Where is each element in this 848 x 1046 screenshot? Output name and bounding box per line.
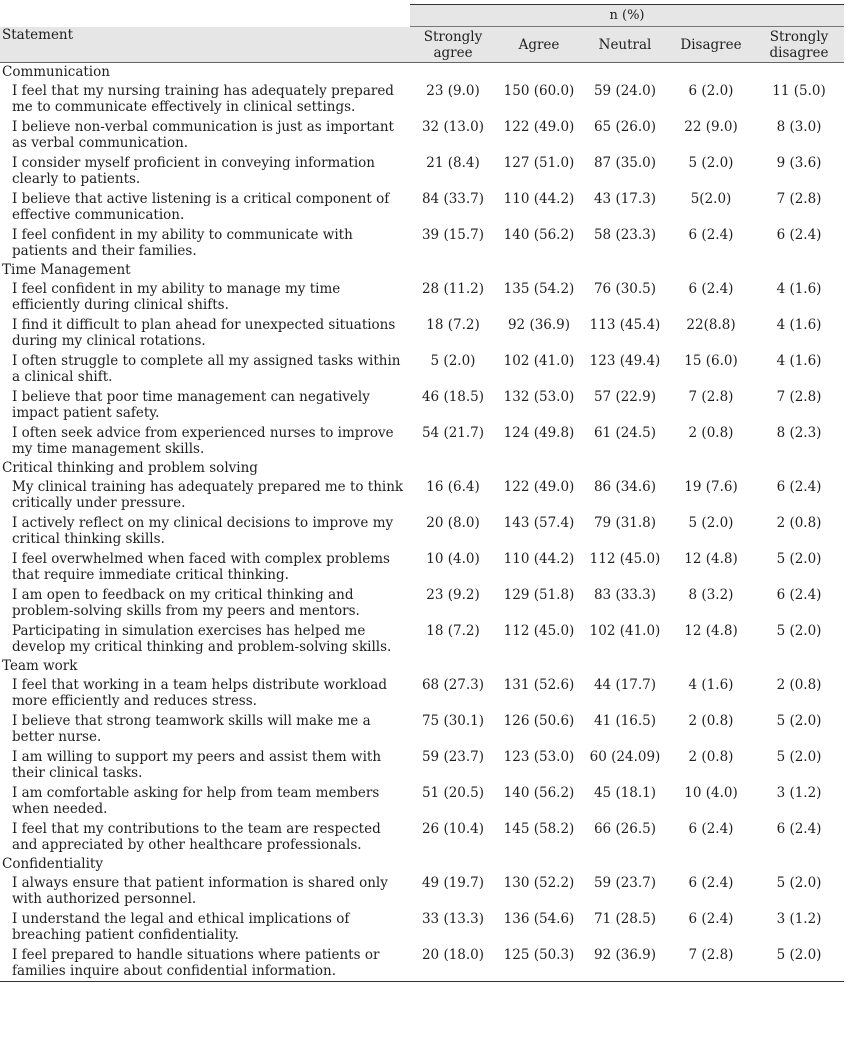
value-cell-neutral: 86 (34.6) bbox=[593, 479, 657, 495]
value-cell-strongly-agree: 21 (8.4) bbox=[426, 155, 480, 171]
statement-cell: I feel overwhelmed when faced with complex problems that require immediate critical thinking. bbox=[12, 551, 390, 583]
table-body bbox=[0, 63, 844, 982]
value-cell-agree: 112 (45.0) bbox=[503, 623, 575, 639]
value-cell-strongly-agree: 20 (18.0) bbox=[410, 945, 496, 982]
table-row bbox=[0, 279, 844, 315]
table-row bbox=[0, 477, 844, 513]
table-row bbox=[0, 549, 844, 585]
value-cell-neutral: 60 (24.09) bbox=[589, 749, 661, 765]
value-cell-strongly-disagree: 4 (1.6) bbox=[776, 317, 822, 333]
column-header-agree: Agree bbox=[496, 27, 582, 63]
section-title: Time Management bbox=[2, 262, 131, 278]
value-cell-neutral: 79 (31.8) bbox=[593, 515, 657, 531]
value-cell-strongly-agree: 26 (10.4) bbox=[421, 821, 485, 837]
table-row bbox=[0, 909, 844, 945]
statement-cell: I find it difficult to plan ahead for unexpected situations during my clinical rotations. bbox=[12, 317, 396, 349]
value-cell-disagree: 2 (0.8) bbox=[688, 749, 734, 765]
value-cell-agree: 127 (51.0) bbox=[503, 155, 575, 171]
statement-cell: I am comfortable asking for help from team members when needed. bbox=[12, 785, 380, 817]
value-cell-strongly-agree: 75 (30.1) bbox=[421, 713, 485, 729]
value-cell-strongly-disagree: 3 (1.2) bbox=[776, 911, 822, 927]
value-cell-strongly-disagree: 5 (2.0) bbox=[776, 551, 822, 567]
value-cell-strongly-agree: 18 (7.2) bbox=[426, 317, 480, 333]
table-row bbox=[0, 81, 844, 117]
value-cell-strongly-agree: 16 (6.4) bbox=[426, 479, 480, 495]
statement-cell: Participating in simulation exercises has helped me develop my critical thinking and problem-solving skills. bbox=[12, 623, 392, 655]
statement-cell: I am open to feedback on my critical thinking and problem-solving skills from my peers and mentors. bbox=[12, 587, 360, 619]
section-row bbox=[0, 657, 844, 675]
section-row bbox=[0, 261, 844, 279]
value-cell-agree: 140 (56.2) bbox=[503, 785, 575, 801]
value-cell-disagree: 6 (2.0) bbox=[688, 83, 734, 99]
value-cell-disagree: 22(8.8) bbox=[686, 317, 736, 333]
value-cell-agree: 145 (58.2) bbox=[503, 821, 575, 837]
value-cell-neutral: 57 (22.9) bbox=[593, 389, 657, 405]
value-cell-agree: 131 (52.6) bbox=[503, 677, 575, 693]
statement-cell: My clinical training has adequately prepared me to think critically under pressure. bbox=[12, 479, 404, 511]
column-header-strongly-agree: Strongly agree bbox=[410, 27, 496, 63]
value-cell-strongly-agree: 5 (2.0) bbox=[430, 353, 476, 369]
table-row bbox=[0, 423, 844, 459]
value-cell-strongly-agree: 59 (23.7) bbox=[421, 749, 485, 765]
value-cell-neutral: 43 (17.3) bbox=[593, 191, 657, 207]
value-cell-neutral: 45 (18.1) bbox=[593, 785, 657, 801]
value-cell-strongly-agree: 23 (9.2) bbox=[426, 587, 480, 603]
section-title: Critical thinking and problem solving bbox=[2, 460, 258, 476]
statement-cell: I always ensure that patient information is shared only with authorized personnel. bbox=[12, 875, 388, 907]
statement-cell: I often struggle to complete all my assigned tasks within a clinical shift. bbox=[12, 353, 401, 385]
value-cell-strongly-agree: 10 (4.0) bbox=[426, 551, 480, 567]
value-cell-disagree: 2 (0.8) bbox=[688, 713, 734, 729]
section-title: Team work bbox=[2, 658, 78, 674]
statement-cell: I believe that active listening is a critical component of effective communication. bbox=[12, 191, 390, 223]
value-cell-strongly-agree: 33 (13.3) bbox=[421, 911, 485, 927]
value-cell-strongly-agree: 18 (7.2) bbox=[426, 623, 480, 639]
value-cell-agree: 140 (56.2) bbox=[503, 227, 575, 243]
table-row bbox=[0, 711, 844, 747]
value-cell-agree: 102 (41.0) bbox=[503, 353, 575, 369]
value-cell-disagree: 7 (2.8) bbox=[688, 389, 734, 405]
statement-cell: I believe non-verbal communication is just as important as verbal communication. bbox=[12, 119, 394, 151]
value-cell-disagree: 5 (2.0) bbox=[688, 515, 734, 531]
value-cell-agree: 126 (50.6) bbox=[503, 713, 575, 729]
value-cell-disagree: 15 (6.0) bbox=[684, 353, 738, 369]
value-cell-strongly-agree: 68 (27.3) bbox=[421, 677, 485, 693]
value-cell-neutral: 61 (24.5) bbox=[593, 425, 657, 441]
value-cell-strongly-agree: 46 (18.5) bbox=[421, 389, 485, 405]
value-cell-disagree: 19 (7.6) bbox=[684, 479, 738, 495]
value-cell-agree: 110 (44.2) bbox=[503, 191, 575, 207]
value-cell-agree: 132 (53.0) bbox=[503, 389, 575, 405]
value-cell-agree: 122 (49.0) bbox=[503, 479, 575, 495]
value-cell-strongly-disagree: 5 (2.0) bbox=[754, 945, 844, 982]
value-cell-agree: 124 (49.8) bbox=[503, 425, 575, 441]
column-header-neutral: Neutral bbox=[582, 27, 668, 63]
value-cell-disagree: 4 (1.6) bbox=[688, 677, 734, 693]
column-header-strongly-disagree: Strongly disagree bbox=[754, 27, 844, 63]
value-cell-strongly-disagree: 5 (2.0) bbox=[776, 749, 822, 765]
value-cell-strongly-disagree: 7 (2.8) bbox=[776, 389, 822, 405]
value-cell-strongly-agree: 32 (13.0) bbox=[421, 119, 485, 135]
value-cell-neutral: 76 (30.5) bbox=[593, 281, 657, 297]
value-cell-agree: 136 (54.6) bbox=[503, 911, 575, 927]
value-cell-disagree: 12 (4.8) bbox=[684, 623, 738, 639]
table-row bbox=[0, 351, 844, 387]
value-cell-neutral: 102 (41.0) bbox=[589, 623, 661, 639]
value-cell-neutral: 112 (45.0) bbox=[589, 551, 661, 567]
value-cell-neutral: 113 (45.4) bbox=[589, 317, 661, 333]
value-cell-neutral: 44 (17.7) bbox=[593, 677, 657, 693]
value-cell-agree: 135 (54.2) bbox=[503, 281, 575, 297]
value-cell-strongly-disagree: 5 (2.0) bbox=[776, 623, 822, 639]
table-row bbox=[0, 819, 844, 855]
value-cell-strongly-agree: 28 (11.2) bbox=[421, 281, 485, 297]
value-cell-strongly-agree: 84 (33.7) bbox=[421, 191, 485, 207]
table-row bbox=[0, 225, 844, 261]
value-cell-strongly-disagree: 4 (1.6) bbox=[776, 281, 822, 297]
section-title: Communication bbox=[2, 64, 110, 80]
table-row bbox=[0, 585, 844, 621]
value-cell-strongly-disagree: 3 (1.2) bbox=[776, 785, 822, 801]
value-cell-strongly-disagree: 7 (2.8) bbox=[776, 191, 822, 207]
statement-cell: I am willing to support my peers and assist them with their clinical tasks. bbox=[12, 749, 382, 781]
statement-cell: I feel that my nursing training has adequately prepared me to communicate effectively in clinical settings. bbox=[12, 83, 394, 115]
value-cell-agree: 150 (60.0) bbox=[503, 83, 575, 99]
section-row bbox=[0, 459, 844, 477]
value-cell-strongly-disagree: 6 (2.4) bbox=[776, 821, 822, 837]
value-cell-agree: 123 (53.0) bbox=[503, 749, 575, 765]
value-cell-disagree: 5 (2.0) bbox=[688, 155, 734, 171]
value-cell-neutral: 65 (26.0) bbox=[593, 119, 657, 135]
group-label: n (%) bbox=[410, 5, 844, 27]
column-header-statement: Statement bbox=[0, 27, 410, 63]
value-cell-disagree: 2 (0.8) bbox=[688, 425, 734, 441]
value-cell-strongly-disagree: 6 (2.4) bbox=[776, 479, 822, 495]
value-cell-strongly-disagree: 6 (2.4) bbox=[776, 227, 822, 243]
statement-cell: I feel prepared to handle situations where patients or families inquire about confidential information. bbox=[0, 945, 410, 982]
table-row bbox=[0, 153, 844, 189]
value-cell-strongly-disagree: 2 (0.8) bbox=[776, 515, 822, 531]
value-cell-agree: 92 (36.9) bbox=[507, 317, 571, 333]
column-header-disagree: Disagree bbox=[668, 27, 754, 63]
table-row bbox=[0, 783, 844, 819]
value-cell-neutral: 59 (23.7) bbox=[593, 875, 657, 891]
statement-cell: I feel that working in a team helps distribute workload more efficiently and reduces stress. bbox=[12, 677, 387, 709]
statement-cell: I actively reflect on my clinical decisions to improve my critical thinking skills. bbox=[12, 515, 394, 547]
survey-table bbox=[0, 4, 844, 982]
value-cell-strongly-disagree: 8 (2.3) bbox=[776, 425, 822, 441]
table-row bbox=[0, 315, 844, 351]
section-row bbox=[0, 63, 844, 82]
table-row bbox=[0, 945, 844, 982]
value-cell-strongly-disagree: 6 (2.4) bbox=[776, 587, 822, 603]
value-cell-strongly-agree: 51 (20.5) bbox=[421, 785, 485, 801]
value-cell-strongly-agree: 23 (9.0) bbox=[426, 83, 480, 99]
table-row bbox=[0, 747, 844, 783]
statement-cell: I believe that strong teamwork skills will make me a better nurse. bbox=[12, 713, 371, 745]
value-cell-agree: 143 (57.4) bbox=[503, 515, 575, 531]
value-cell-agree: 129 (51.8) bbox=[503, 587, 575, 603]
table-row bbox=[0, 675, 844, 711]
value-cell-neutral: 71 (28.5) bbox=[593, 911, 657, 927]
value-cell-neutral: 123 (49.4) bbox=[589, 353, 661, 369]
statement-cell: I feel confident in my ability to manage my time efficiently during clinical shifts. bbox=[12, 281, 341, 313]
value-cell-disagree: 7 (2.8) bbox=[668, 945, 754, 982]
value-cell-neutral: 41 (16.5) bbox=[593, 713, 657, 729]
value-cell-neutral: 58 (23.3) bbox=[593, 227, 657, 243]
statement-cell: I consider myself proficient in conveying information clearly to patients. bbox=[12, 155, 375, 187]
value-cell-strongly-disagree: 4 (1.6) bbox=[776, 353, 822, 369]
value-cell-neutral: 59 (24.0) bbox=[593, 83, 657, 99]
statement-cell: I feel that my contributions to the team are respected and appreciated by other healthcare professionals. bbox=[12, 821, 381, 853]
section-row bbox=[0, 855, 844, 873]
value-cell-disagree: 6 (2.4) bbox=[688, 281, 734, 297]
header-spacer bbox=[0, 5, 410, 27]
value-cell-agree: 110 (44.2) bbox=[503, 551, 575, 567]
value-cell-disagree: 12 (4.8) bbox=[684, 551, 738, 567]
table-row bbox=[0, 513, 844, 549]
value-cell-disagree: 5(2.0) bbox=[690, 191, 732, 207]
value-cell-strongly-agree: 54 (21.7) bbox=[421, 425, 485, 441]
value-cell-strongly-agree: 39 (15.7) bbox=[421, 227, 485, 243]
value-cell-disagree: 22 (9.0) bbox=[684, 119, 738, 135]
table-row bbox=[0, 117, 844, 153]
value-cell-strongly-agree: 49 (19.7) bbox=[421, 875, 485, 891]
value-cell-strongly-disagree: 5 (2.0) bbox=[776, 875, 822, 891]
statement-cell: I understand the legal and ethical implications of breaching patient confidentiality. bbox=[12, 911, 350, 943]
value-cell-strongly-disagree: 5 (2.0) bbox=[776, 713, 822, 729]
value-cell-neutral: 83 (33.3) bbox=[593, 587, 657, 603]
value-cell-disagree: 10 (4.0) bbox=[684, 785, 738, 801]
value-cell-disagree: 8 (3.2) bbox=[688, 587, 734, 603]
value-cell-neutral: 87 (35.0) bbox=[593, 155, 657, 171]
value-cell-agree: 125 (50.3) bbox=[496, 945, 582, 982]
section-title: Confidentiality bbox=[2, 856, 103, 872]
value-cell-strongly-disagree: 9 (3.6) bbox=[776, 155, 822, 171]
value-cell-strongly-disagree: 2 (0.8) bbox=[776, 677, 822, 693]
value-cell-disagree: 6 (2.4) bbox=[688, 821, 734, 837]
value-cell-neutral: 92 (36.9) bbox=[582, 945, 668, 982]
value-cell-strongly-disagree: 8 (3.0) bbox=[776, 119, 822, 135]
table-row bbox=[0, 387, 844, 423]
value-cell-neutral: 66 (26.5) bbox=[593, 821, 657, 837]
value-cell-disagree: 6 (2.4) bbox=[688, 875, 734, 891]
value-cell-disagree: 6 (2.4) bbox=[688, 227, 734, 243]
value-cell-agree: 130 (52.2) bbox=[503, 875, 575, 891]
table-header bbox=[0, 5, 844, 63]
statement-cell: I often seek advice from experienced nurses to improve my time management skills. bbox=[12, 425, 394, 457]
statement-cell: I feel confident in my ability to communicate with patients and their families. bbox=[12, 227, 353, 259]
table-row bbox=[0, 873, 844, 909]
value-cell-disagree: 6 (2.4) bbox=[688, 911, 734, 927]
table-row bbox=[0, 189, 844, 225]
value-cell-strongly-disagree: 11 (5.0) bbox=[772, 83, 826, 99]
statement-cell: I believe that poor time management can negatively impact patient safety. bbox=[12, 389, 370, 421]
value-cell-agree: 122 (49.0) bbox=[503, 119, 575, 135]
table-row bbox=[0, 621, 844, 657]
value-cell-strongly-agree: 20 (8.0) bbox=[426, 515, 480, 531]
